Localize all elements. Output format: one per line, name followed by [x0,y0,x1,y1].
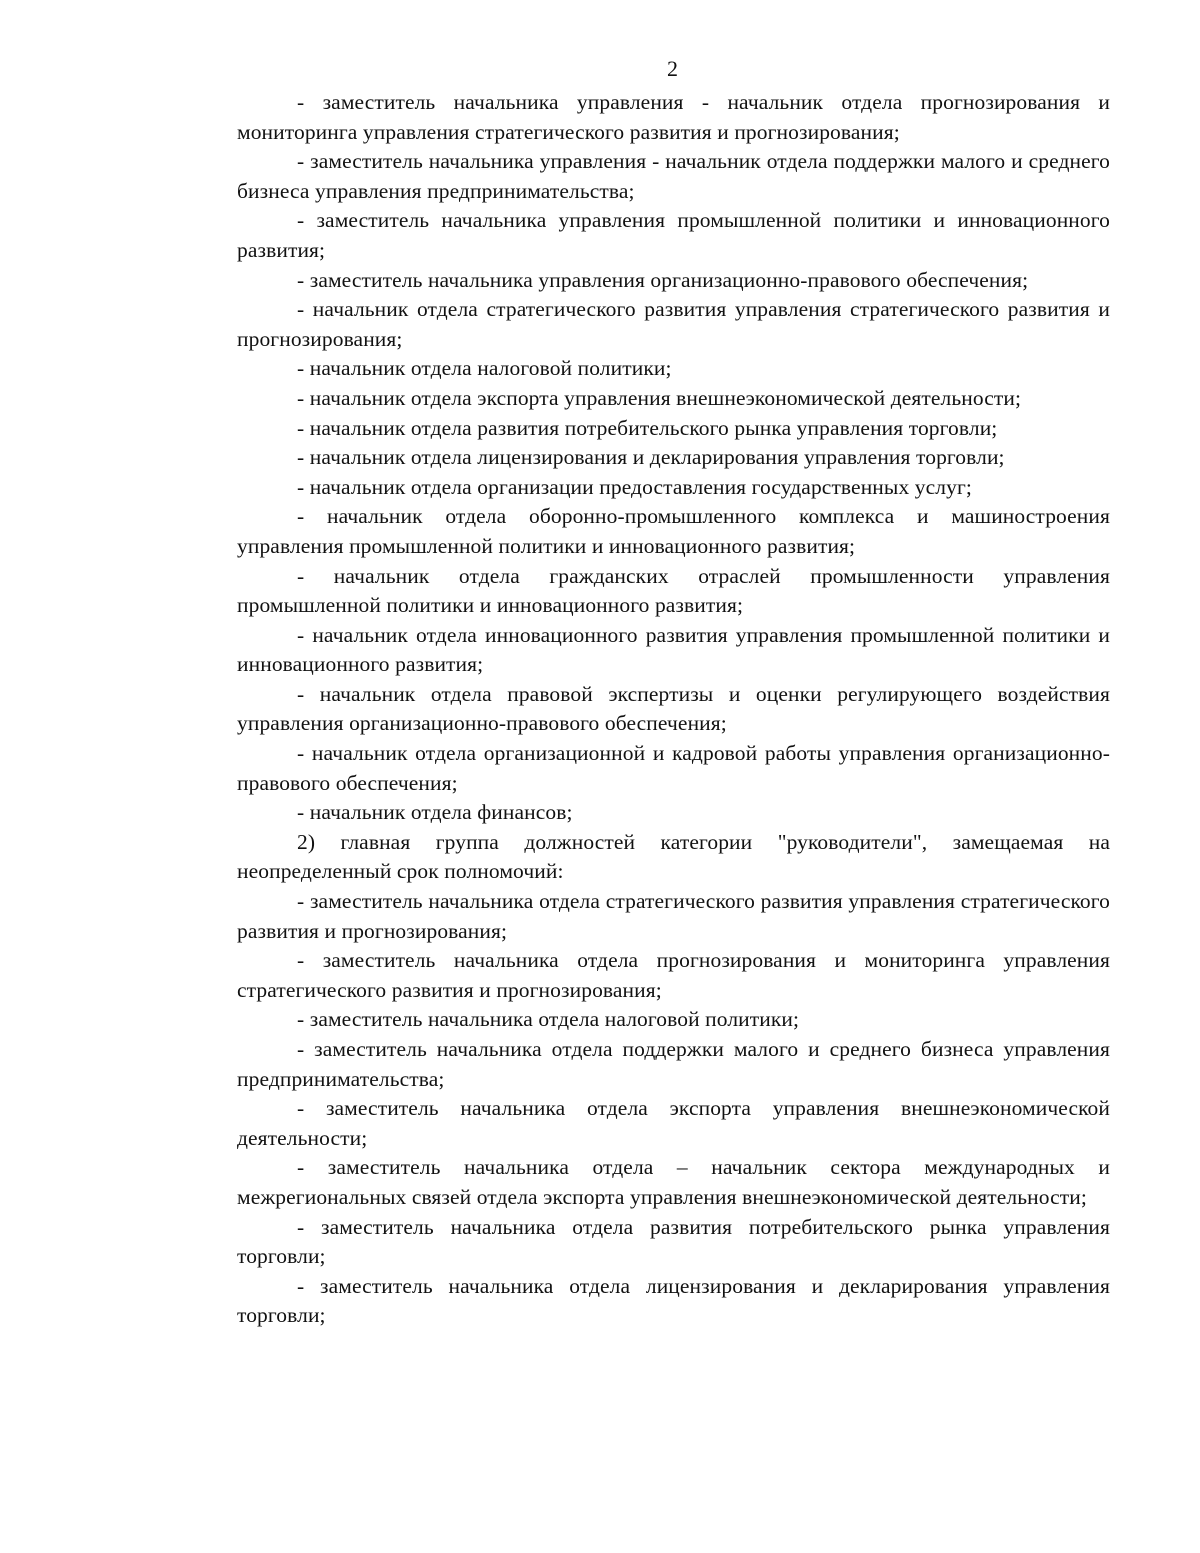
list-item: - заместитель начальника отдела развития потребительского рынка управления торговли; [237,1214,1110,1269]
list-item: - заместитель начальника отдела экспорта управления внешнеэкономической деятельности; [237,1096,1110,1150]
list-item: - начальник отдела развития потребительского рынка управления торговли; [297,415,998,440]
section-heading-paragraph: 2) главная группа должностей категории "руководители", замещаемая на неопределенный срок полномочий: [237,829,1110,884]
list-item: - заместитель начальника управления организационно-правового обеспечения; [297,267,1029,292]
list-item: - начальник отдела гражданских отраслей промышленности управления промышленной политики и инновационного развития; [237,563,1110,618]
list-item: - заместитель начальника отдела лицензирования и декларирования управления торговли; [237,1273,1110,1328]
list-item: - начальник отдела экспорта управления внешнеэкономической деятельности; [297,385,1022,410]
document-body [237,88,1110,1331]
list-item: - начальник отдела инновационного развития управления промышленной политики и инновационного развития; [237,622,1110,677]
list-item: - начальник отдела лицензирования и декларирования управления торговли; [297,445,1005,470]
list-item: - начальник отдела оборонно-промышленного комплекса и машиностроения управления промышленной политики и инновационного развития; [237,504,1110,558]
list-item: - заместитель начальника управления промышленной политики и инновационного развития; [237,208,1110,262]
list-item: - заместитель начальника отдела поддержки малого и среднего бизнеса управления предпринимательства; [237,1037,1110,1091]
list-item: - заместитель начальника отдела прогнозирования и мониторинга управления стратегического развития и прогнозирования; [237,948,1110,1002]
list-item: - начальник отдела стратегического развития управления стратегического развития и прогнозирования; [237,297,1110,351]
list-item: - начальник отдела налоговой политики; [297,356,672,381]
list-item: - начальник отдела финансов; [297,800,573,825]
list-item: - начальник отдела организации предоставления государственных услуг; [297,474,972,499]
list-item: - заместитель начальника управления - начальник отдела прогнозирования и мониторинга управления стратегического развития и прогнозирования; [237,90,1110,144]
list-item: - начальник отдела организационной и кадровой работы управления организационно-правового обеспечения; [237,741,1110,795]
list-item: - заместитель начальника отдела – начальник сектора международных и межрегиональных связей отдела экспорта управления внешнеэкономической деятельности; [237,1155,1110,1209]
list-item: - заместитель начальника отдела стратегического развития управления стратегического развития и прогнозирования; [237,889,1110,943]
page-number: 2 [667,56,678,81]
list-item: - заместитель начальника управления - начальник отдела поддержки малого и среднего бизнеса управления предпринимательства; [237,149,1110,203]
list-item: - начальник отдела правовой экспертизы и оценки регулирующего воздействия управления организационно-правового обеспечения; [237,681,1110,736]
list-item: - заместитель начальника отдела налоговой политики; [297,1007,800,1032]
